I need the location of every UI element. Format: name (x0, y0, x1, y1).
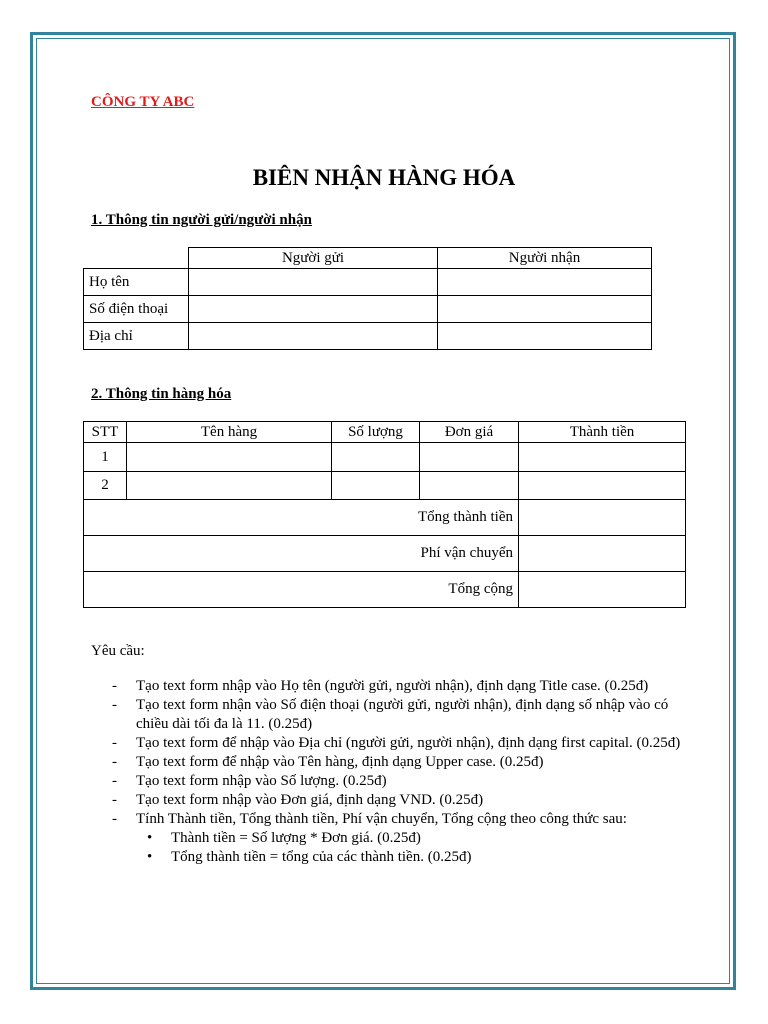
shipping-fee-value[interactable] (519, 536, 686, 572)
formula-text: Tổng thành tiền = tổng của các thành tiền. (0.25đ) (171, 849, 472, 865)
requirement-text: Tính Thành tiền, Tổng thành tiền, Phí vận chuyển, Tổng cộng theo công thức sau: (136, 811, 627, 827)
receiver-phone-cell[interactable] (438, 296, 652, 323)
formula-list (136, 829, 697, 867)
sender-receiver-table (83, 247, 652, 350)
quantity-cell[interactable] (332, 472, 420, 500)
dash-marker: - (112, 811, 117, 827)
goods-table (83, 421, 686, 608)
table-row (84, 472, 686, 500)
requirements-label: Yêu cầu: (91, 643, 145, 659)
unit-price-cell[interactable] (420, 443, 519, 472)
receiver-address-cell[interactable] (438, 323, 652, 350)
list-item (112, 810, 697, 867)
requirement-text: Tạo text form nhập vào Họ tên (người gửi, người nhận), định dạng Title case. (0.25đ) (136, 678, 649, 694)
list-item (112, 677, 697, 696)
dash-marker: - (112, 697, 117, 713)
summary-row (84, 500, 686, 536)
sender-address-cell[interactable] (189, 323, 438, 350)
requirements-list (112, 677, 697, 867)
table-corner-blank (84, 248, 189, 269)
column-header-stt: STT (84, 422, 127, 443)
grand-total-value (519, 572, 686, 608)
item-name-cell[interactable] (127, 443, 332, 472)
summary-row (84, 536, 686, 572)
table-row (84, 296, 652, 323)
row-number: 2 (84, 472, 127, 500)
requirement-text: Tạo text form nhập vào Số lượng. (0.25đ) (136, 773, 387, 789)
unit-price-cell[interactable] (420, 472, 519, 500)
document-title: BIÊN NHẬN HÀNG HÓA (252, 165, 516, 190)
column-header-amount: Thành tiền (519, 422, 686, 443)
item-name-cell[interactable] (127, 472, 332, 500)
grand-total-label: Tổng cộng (84, 572, 519, 608)
subtotal-value (519, 500, 686, 536)
section-1-heading: 1. Thông tin người gửi/người nhận (91, 212, 312, 228)
list-item (136, 829, 697, 848)
list-item (112, 696, 697, 734)
requirement-text: Tạo text form nhận vào Số điện thoại (người gửi, người nhận), định dạng số nhập vào có chiều dài tối đa là 11. (0.25đ) (136, 697, 669, 732)
dash-marker: - (112, 754, 117, 770)
amount-cell (519, 472, 686, 500)
column-header-unit-price: Đơn giá (420, 422, 519, 443)
requirement-text: Tạo text form nhập vào Đơn giá, định dạng VND. (0.25đ) (136, 792, 484, 808)
list-item (112, 734, 697, 753)
list-item (112, 791, 697, 810)
column-header-sender: Người gửi (189, 248, 438, 269)
dash-marker: - (112, 773, 117, 789)
row-label-phone: Số điện thoại (84, 296, 189, 323)
table-row (84, 443, 686, 472)
table-row (84, 323, 652, 350)
bullet-marker: • (147, 849, 153, 865)
amount-cell (519, 443, 686, 472)
dash-marker: - (112, 792, 117, 808)
section-2-heading: 2. Thông tin hàng hóa (91, 386, 232, 402)
table-row (84, 269, 652, 296)
list-item (136, 848, 697, 867)
shipping-fee-label: Phí vận chuyển (84, 536, 519, 572)
receiver-name-cell[interactable] (438, 269, 652, 296)
sender-phone-cell[interactable] (189, 296, 438, 323)
row-label-name: Họ tên (84, 269, 189, 296)
column-header-quantity: Số lượng (332, 422, 420, 443)
bullet-marker: • (147, 830, 153, 846)
dash-marker: - (112, 735, 117, 751)
dash-marker: - (112, 678, 117, 694)
list-item (112, 772, 697, 791)
row-label-address: Địa chỉ (84, 323, 189, 350)
row-number: 1 (84, 443, 127, 472)
sender-name-cell[interactable] (189, 269, 438, 296)
summary-row (84, 572, 686, 608)
column-header-item-name: Tên hàng (127, 422, 332, 443)
formula-text: Thành tiền = Số lượng * Đơn giá. (0.25đ) (171, 830, 421, 846)
subtotal-label: Tổng thành tiền (84, 500, 519, 536)
requirement-text: Tạo text form để nhập vào Tên hàng, định dạng Upper case. (0.25đ) (136, 754, 544, 770)
list-item (112, 753, 697, 772)
column-header-receiver: Người nhận (438, 248, 652, 269)
company-name: CÔNG TY ABC (91, 94, 195, 110)
quantity-cell[interactable] (332, 443, 420, 472)
requirement-text: Tạo text form để nhập vào Địa chỉ (người gửi, người nhận), định dạng first capital. (0.25đ) (136, 735, 681, 751)
